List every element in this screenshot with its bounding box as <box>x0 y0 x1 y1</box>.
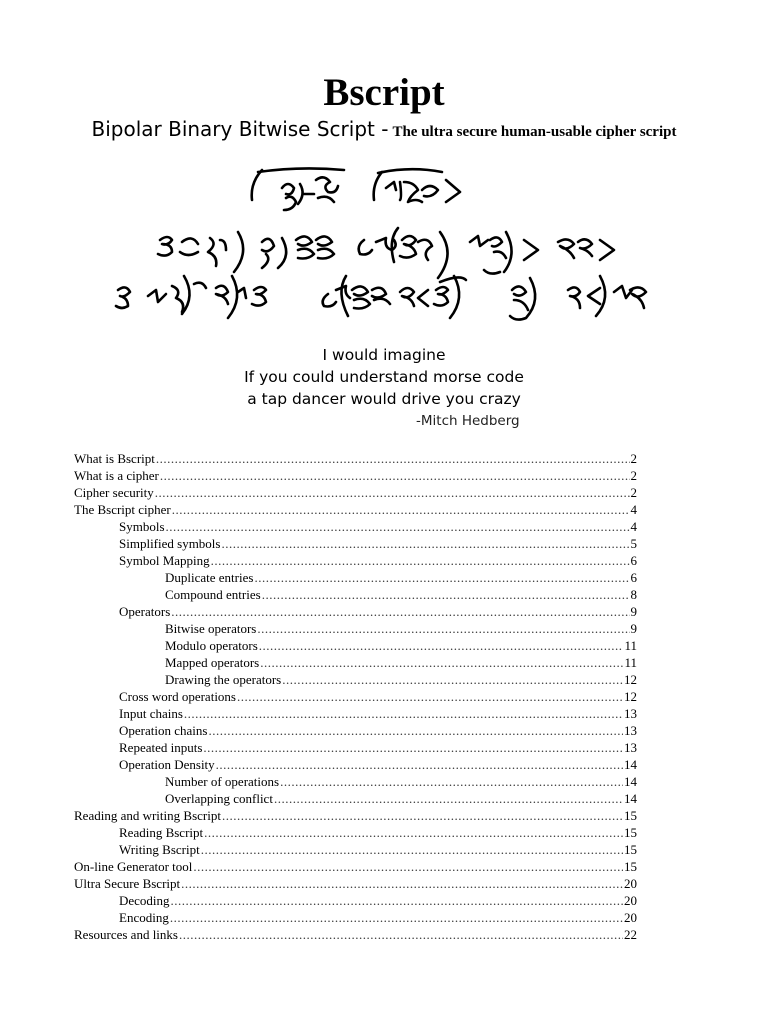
toc-entry[interactable] <box>74 552 637 569</box>
toc-entry[interactable] <box>74 926 637 943</box>
toc-entry-page: 15 <box>624 842 637 857</box>
toc-entry[interactable] <box>74 892 637 909</box>
toc-entry-title: Resources and links <box>74 927 178 942</box>
toc-entry[interactable] <box>74 450 637 467</box>
toc-entry-title: Duplicate entries <box>165 570 254 585</box>
toc-entry-page: 14 <box>624 757 637 772</box>
toc-entry-page: 15 <box>624 859 637 874</box>
toc-dot-leader <box>257 620 629 637</box>
glyph-row-1 <box>252 168 460 210</box>
toc-entry[interactable] <box>74 637 637 654</box>
document-subtitle <box>0 116 768 145</box>
toc-entry-page: 8 <box>630 587 637 602</box>
toc-entry-title: Repeated inputs <box>119 740 203 755</box>
toc-entry-page: 9 <box>630 621 637 636</box>
quote-line-3: a tap dancer would drive you crazy <box>247 390 521 408</box>
toc-dot-leader <box>201 841 623 858</box>
toc-entry-page: 22 <box>624 927 637 942</box>
toc-entry-title: Mapped operators <box>165 655 260 670</box>
toc-dot-leader <box>222 807 623 824</box>
toc-entry-page: 15 <box>624 808 637 823</box>
toc-entry-title: The Bscript cipher <box>74 502 171 517</box>
toc-entry-page: 12 <box>624 689 637 704</box>
toc-entry-title: Number of operations <box>165 774 280 789</box>
toc-entry-title: Modulo operators <box>165 638 258 653</box>
toc-entry-title: Reading and writing Bscript <box>74 808 221 823</box>
toc-entry-title: Simplified symbols <box>119 536 221 551</box>
toc-entry-title: Symbol Mapping <box>119 553 210 568</box>
toc-entry[interactable] <box>74 858 637 875</box>
toc-dot-leader <box>274 790 623 807</box>
toc-entry[interactable] <box>74 518 637 535</box>
toc-dot-leader <box>172 501 630 518</box>
toc-entry-title: Decoding <box>119 893 170 908</box>
toc-entry[interactable] <box>74 501 637 518</box>
toc-entry[interactable] <box>74 705 637 722</box>
toc-dot-leader <box>204 824 623 841</box>
toc-entry-page: 14 <box>624 791 637 806</box>
toc-entry[interactable] <box>74 739 637 756</box>
toc-dot-leader <box>254 569 629 586</box>
toc-entry-title: Symbols <box>119 519 165 534</box>
toc-entry-page: 20 <box>624 876 637 891</box>
toc-entry-title: Bitwise operators <box>165 621 257 636</box>
toc-dot-leader <box>184 705 623 722</box>
toc-entry[interactable] <box>74 484 637 501</box>
toc-dot-leader <box>216 756 623 773</box>
quote-line-2: If you could understand morse code <box>244 368 524 386</box>
toc-entry[interactable] <box>74 569 637 586</box>
toc-dot-leader <box>211 552 630 569</box>
toc-dot-leader <box>208 722 623 739</box>
toc-entry-page: 4 <box>630 519 637 534</box>
toc-entry-page: 12 <box>624 672 637 687</box>
subtitle-tagline: The ultra secure human-usable cipher script <box>392 124 677 140</box>
toc-entry-title: Overlapping conflict <box>165 791 273 806</box>
toc-entry[interactable] <box>74 909 637 926</box>
toc-dot-leader <box>259 637 624 654</box>
toc-entry-title: Operation Density <box>119 757 215 772</box>
toc-entry-page: 14 <box>624 774 637 789</box>
toc-dot-leader <box>179 926 623 943</box>
toc-entry-page: 13 <box>624 723 637 738</box>
toc-entry-title: Encoding <box>119 910 169 925</box>
toc-dot-leader <box>156 450 630 467</box>
toc-entry-page: 11 <box>624 638 637 653</box>
toc-entry-title: Reading Bscript <box>119 825 204 840</box>
toc-entry-page: 6 <box>630 553 637 568</box>
toc-entry-page: 20 <box>624 910 637 925</box>
toc-entry[interactable] <box>74 603 637 620</box>
toc-entry[interactable] <box>74 807 637 824</box>
toc-entry-page: 15 <box>624 825 637 840</box>
toc-entry-title: Cross word operations <box>119 689 236 704</box>
toc-entry-page: 2 <box>630 468 637 483</box>
toc-entry-page: 6 <box>630 570 637 585</box>
bscript-glyph-artwork <box>0 158 768 328</box>
toc-dot-leader <box>282 671 623 688</box>
toc-entry[interactable] <box>74 722 637 739</box>
toc-entry-title: Drawing the operators <box>165 672 282 687</box>
toc-entry[interactable] <box>74 824 637 841</box>
toc-dot-leader <box>262 586 630 603</box>
glyph-row-2 <box>158 228 614 278</box>
toc-entry-title: What is Bscript <box>74 451 155 466</box>
toc-dot-leader <box>280 773 623 790</box>
toc-entry-title: Cipher security <box>74 485 154 500</box>
toc-entry[interactable] <box>74 688 637 705</box>
subtitle-main: Bipolar Binary Bitwise Script - <box>91 117 389 141</box>
toc-dot-leader <box>237 688 623 705</box>
toc-entry-title: Ultra Secure Bscript <box>74 876 181 891</box>
toc-dot-leader <box>193 858 623 875</box>
toc-entry[interactable] <box>74 535 637 552</box>
toc-entry[interactable] <box>74 756 637 773</box>
toc-entry-page: 11 <box>624 655 637 670</box>
toc-dot-leader <box>166 518 630 535</box>
document-title: Bscript <box>323 71 445 114</box>
toc-dot-leader <box>260 654 623 671</box>
quote-block <box>0 344 768 410</box>
toc-entry-page: 4 <box>630 502 637 517</box>
toc-entry-page: 13 <box>624 706 637 721</box>
toc-entry-title: Operators <box>119 604 171 619</box>
toc-dot-leader <box>160 467 630 484</box>
toc-entry[interactable] <box>74 875 637 892</box>
toc-dot-leader <box>171 892 623 909</box>
toc-entry-title: Input chains <box>119 706 183 721</box>
toc-entry-page: 2 <box>630 451 637 466</box>
toc-entry-page: 5 <box>630 536 637 551</box>
toc-entry[interactable] <box>74 620 637 637</box>
toc-dot-leader <box>181 875 623 892</box>
toc-entry[interactable] <box>74 841 637 858</box>
toc-entry[interactable] <box>74 671 637 688</box>
toc-entry-page: 2 <box>630 485 637 500</box>
toc-entry[interactable] <box>74 586 637 603</box>
toc-entry[interactable] <box>74 773 637 790</box>
toc-dot-leader <box>203 739 623 756</box>
toc-entry-title: Operation chains <box>119 723 208 738</box>
toc-entry[interactable] <box>74 654 637 671</box>
glyph-row-3 <box>116 276 646 320</box>
toc-entry-title: On-line Generator tool <box>74 859 193 874</box>
table-of-contents <box>74 450 637 943</box>
toc-entry-page: 9 <box>630 604 637 619</box>
toc-entry-title: Compound entries <box>165 587 261 602</box>
quote-line-1: I would imagine <box>322 346 446 364</box>
toc-entry-title: What is a cipher <box>74 468 159 483</box>
quote-attribution: -Mitch Hedberg <box>416 413 520 429</box>
toc-entry-page: 13 <box>624 740 637 755</box>
toc-dot-leader <box>221 535 629 552</box>
toc-entry[interactable] <box>74 467 637 484</box>
toc-entry-title: Writing Bscript <box>119 842 200 857</box>
toc-dot-leader <box>171 603 629 620</box>
toc-dot-leader <box>155 484 630 501</box>
toc-dot-leader <box>170 909 623 926</box>
toc-entry-page: 20 <box>624 893 637 908</box>
toc-entry[interactable] <box>74 790 637 807</box>
